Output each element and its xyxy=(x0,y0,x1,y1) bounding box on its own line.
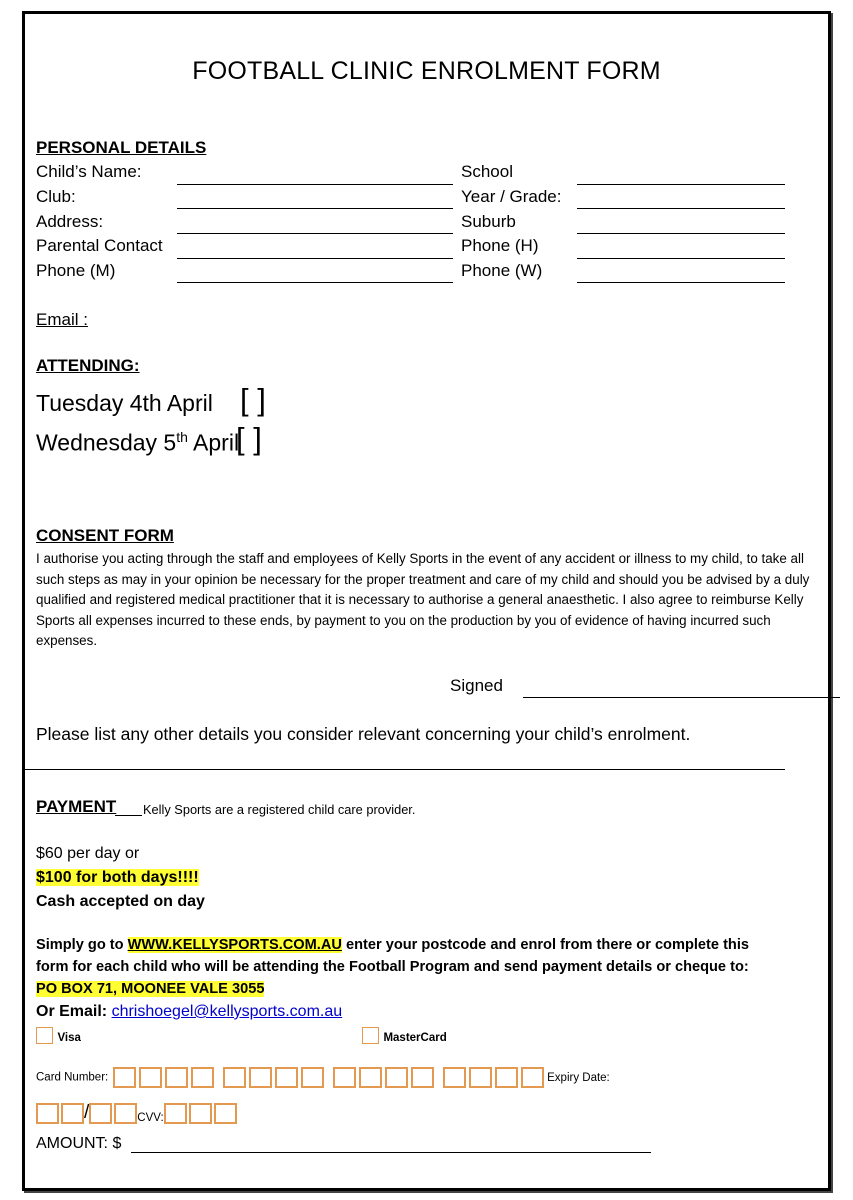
card-number-group-3[interactable] xyxy=(333,1069,437,1086)
price-both-days: $100 for both days!!!! xyxy=(36,869,199,886)
wednesday-label: Wednesday 5th April xyxy=(36,429,240,456)
payment-underline xyxy=(115,815,142,816)
visa-label: Visa xyxy=(57,1032,81,1044)
tuesday-label: Tuesday 4th April xyxy=(36,390,213,416)
other-details-label: Please list any other details you consider relevant concerning your child’s enrolment. xyxy=(36,724,691,744)
signed-label: Signed xyxy=(450,676,503,695)
email-line: Or Email: chrishoegel@kellysports.com.au xyxy=(36,1003,343,1020)
payment-note: Kelly Sports are a registered child care provider. xyxy=(143,802,416,817)
email-label: Email : xyxy=(36,310,88,329)
expiry-date-label: Expiry Date: xyxy=(547,1071,610,1084)
phone-h-field[interactable] xyxy=(577,258,785,259)
mastercard-label: MasterCard xyxy=(383,1032,447,1044)
phone-w-label: Phone (W) xyxy=(461,261,543,280)
school-field[interactable] xyxy=(577,184,785,185)
card-number-group-1[interactable] xyxy=(113,1069,217,1086)
expiry-month-boxes[interactable] xyxy=(36,1104,84,1121)
year-grade-label: Year / Grade: xyxy=(461,187,562,206)
club-label: Club: xyxy=(36,187,76,206)
signature-field[interactable] xyxy=(523,697,840,698)
phone-m-field[interactable] xyxy=(177,282,453,283)
phone-m-label: Phone (M) xyxy=(36,261,116,280)
other-details-field[interactable] xyxy=(25,769,785,770)
instructions-line-2: form for each child who will be attending the Football Program and send payment details or cheque to: xyxy=(36,959,749,975)
consent-heading: CONSENT FORM xyxy=(36,526,174,545)
visa-checkbox[interactable] xyxy=(36,1027,53,1044)
mastercard-option[interactable] xyxy=(362,1027,447,1049)
consent-text: I authorise you acting through the staff and employees of Kelly Sports in the event of any accident or illness to my child, to take all such steps as may in your opinion be necessary for the proper treatment and care of my child and should you be advised by a duly qualified and registered medical practitioner that it is necessary to authorise a general anaesthetic. I also agree to reimburse Kelly Sports all expenses incurred to these ends, by payment to you on the production by you of evidence of having incurred such expenses. xyxy=(36,551,810,648)
personal-details-heading: PERSONAL DETAILS xyxy=(36,138,207,157)
wednesday-checkbox[interactable]: [ ] xyxy=(236,421,262,456)
year-grade-field[interactable] xyxy=(577,208,785,209)
phone-w-field[interactable] xyxy=(577,282,785,283)
suburb-field[interactable] xyxy=(577,233,785,234)
card-number-label: Card Number: xyxy=(36,1071,109,1084)
cash-accepted: Cash accepted on day xyxy=(36,893,205,910)
visa-option[interactable] xyxy=(36,1027,81,1049)
suburb-label: Suburb xyxy=(461,212,516,231)
payment-heading: PAYMENT xyxy=(36,797,117,816)
attending-heading: ATTENDING: xyxy=(36,356,140,375)
card-number-group-4[interactable] xyxy=(443,1069,547,1086)
tuesday-checkbox[interactable]: [ ] xyxy=(240,382,266,417)
phone-h-label: Phone (H) xyxy=(461,236,539,255)
mastercard-checkbox[interactable] xyxy=(362,1027,379,1044)
childs-name-field[interactable] xyxy=(177,184,453,185)
instructions-line-1: Simply go to WWW.KELLYSPORTS.COM.AU enter your postcode and enrol from there or complete this xyxy=(36,937,750,953)
parental-contact-field[interactable] xyxy=(177,258,453,259)
amount-label: AMOUNT: $ xyxy=(36,1135,122,1152)
expiry-cvv-row xyxy=(36,1102,237,1124)
childs-name-label: Child’s Name: xyxy=(36,162,142,181)
po-box-address: PO BOX 71, MOONEE VALE 3055 xyxy=(36,981,265,997)
address-field[interactable] xyxy=(177,233,453,234)
price-per-day: $60 per day or xyxy=(36,845,140,862)
expiry-year-boxes[interactable] xyxy=(89,1104,137,1121)
expiry-slash: / xyxy=(84,1102,90,1123)
website-link[interactable]: WWW.KELLYSPORTS.COM.AU xyxy=(127,937,342,953)
club-field[interactable] xyxy=(177,208,453,209)
email-link[interactable]: chrishoegel@kellysports.com.au xyxy=(111,1003,343,1020)
cvv-boxes[interactable] xyxy=(164,1104,237,1121)
parental-contact-label: Parental Contact xyxy=(36,236,163,255)
cvv-label: CVV: xyxy=(137,1112,164,1124)
card-number-row xyxy=(36,1067,610,1091)
address-label: Address: xyxy=(36,212,104,231)
card-number-group-2[interactable] xyxy=(223,1069,327,1086)
form-title: FOOTBALL CLINIC ENROLMENT FORM xyxy=(192,57,661,85)
school-label: School xyxy=(461,162,513,181)
amount-field[interactable] xyxy=(131,1152,651,1153)
